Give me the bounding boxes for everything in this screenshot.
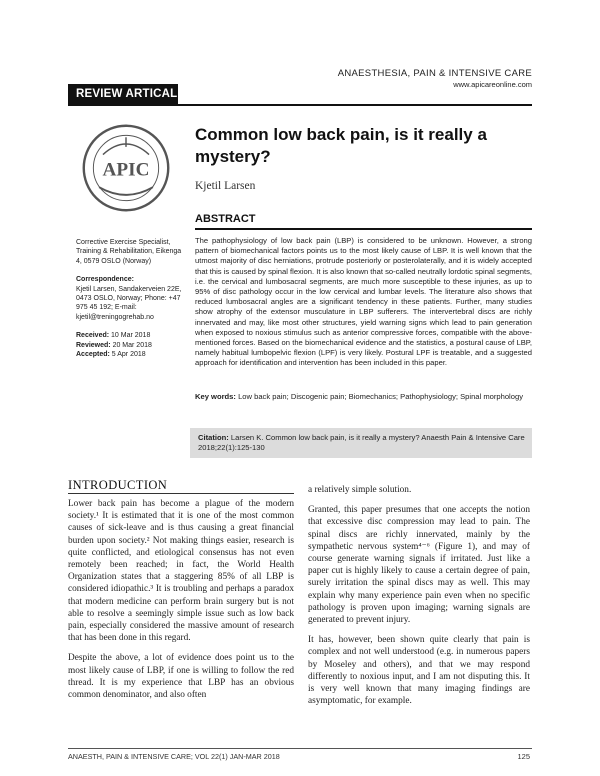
abstract-text: The pathophysiology of low back pain (LBP) is considered to be unknown. However, a strong pattern of biomechanical factors points us to the most likely cause of LBP. It is well known that the utmost majority of disc herniations, protrude posteriorly or posterolaterally, and it is widely accepted that this is caused by spinal flexion. It is also known that so-called neutrally lordotic spinal segments, i.e. the cervical and lumbosacral segments, are much more susceptible to these injuries, as up to 95% of disc pathology occur in the low cervical and lumbar levels. The literature also shows that reduced lumbosacral angles are a significant tendency in these patients. Further, many studies show atrophy of the extensor musculature in LBP sufferers. The intervertebral discs are richly innervated and may, like most other structures, yield warning signs which lead to pain generation when exposed to noxious stimulus such as anterior compressive forces, compatible with the above-mentioned forces. Based on the biomechanical evidence and the statistics, a postural cause of LBP, namely habitual lumbopelvic flexion (LPF) is very likely. Postural LPF is treatable, and a suggested approach for identification and intervention has been included in this paper. bbox=[195, 236, 532, 368]
reviewed-label: Reviewed: bbox=[76, 341, 111, 349]
accepted-label: Accepted: bbox=[76, 351, 110, 359]
received-date: 10 Mar 2018 bbox=[111, 332, 151, 340]
keywords bbox=[195, 392, 532, 402]
introduction-rule bbox=[68, 493, 294, 494]
section-label: REVIEW ARTICAL bbox=[76, 88, 178, 100]
paragraph: Granted, this paper presumes that one accepts the notion that excessive disc compression may lead to pain. The spinal discs are richly innervated, mainly by the sympathetic nervous system⁴⁻⁶ (Figure 1), and may of course generate warning signals if irritated. Just like a paper cut is highly likely to cause a certain degree of pain, surely irritation the spinal discs may as well. This may explain why many experience pain even when no specific pathology is proven upon imaging; warning signals are generated to prevent injury. bbox=[308, 505, 530, 626]
header-rule bbox=[68, 104, 532, 106]
author-info-sidebar bbox=[76, 238, 188, 359]
citation-label: Citation: bbox=[198, 433, 229, 442]
body-column-right bbox=[308, 484, 530, 715]
paragraph: Lower back pain has become a plague of the modern society.¹ It is estimated that it is one of the most common causes of sick-leave and is thus causing a great financial burden upon society.² Not making things easier, research is quite conflicted, and etiological consensus has not even remotely been reached; in fact, the World Health Organization states that a staggering 85% of all LBP is considered idiopathic.³ It is troubling and perhaps a paradox that modern medicine can perform brain surgery but is not able to resolve a seemingly simple issue such as low back pain, especially considered the massive amount of research that has been done in this regard. bbox=[68, 499, 294, 644]
journal-logo-icon bbox=[78, 120, 174, 216]
abstract-rule bbox=[195, 228, 532, 230]
correspondence-label: Correspondence: bbox=[76, 276, 134, 284]
citation-text: Larsen K. Common low back pain, is it really a mystery? Anaesth Pain & Intensive Care 2018;22(1):125-130 bbox=[198, 433, 525, 453]
footer-rule bbox=[68, 748, 532, 749]
introduction-heading: INTRODUCTION bbox=[68, 478, 168, 492]
citation bbox=[198, 433, 526, 454]
affiliation: Corrective Exercise Specialist, Training & Rehabilitation, Eikenga 4, 0579 OSLO (Norway) bbox=[76, 239, 182, 265]
accepted-date: 5 Apr 2018 bbox=[111, 351, 146, 359]
paragraph: Despite the above, a lot of evidence does point us to the most likely cause of LBP, if one is willing to follow the red thread. It is my experience that LBP has an obvious common denominator, and also often bbox=[68, 653, 294, 701]
title-line-2: mystery? bbox=[195, 147, 271, 166]
footer-journal-info: ANAESTH, PAIN & INTENSIVE CARE; VOL 22(1) JAN-MAR 2018 bbox=[68, 752, 280, 761]
title-line-1: Common low back pain, is it really a bbox=[195, 125, 487, 144]
paragraph: a relatively simple solution. bbox=[308, 485, 412, 495]
correspondence-details: Kjetil Larsen, Sandakerveien 22E, 0473 OSLO, Norway; Phone: +47 975 45 192; E-mail: kjetil@treningogrehab.no bbox=[76, 285, 182, 321]
reviewed-date: 20 Mar 2018 bbox=[112, 341, 152, 349]
journal-name: ANAESTHESIA, PAIN & INTENSIVE CARE bbox=[337, 68, 532, 79]
journal-website[interactable]: www.apicareonline.com bbox=[453, 80, 532, 89]
received-label: Received: bbox=[76, 332, 110, 340]
body-column-left bbox=[68, 498, 294, 709]
logo-letters: APIC bbox=[102, 159, 150, 181]
paragraph: It has, however, been shown quite clearly that pain is complex and not well understood (e.g. in numerous papers by Moseley and others), and that we may respond differently to noxious input, and I am not disputing this. It is very well known that many imaging findings are asymptomatic, for example. bbox=[308, 635, 530, 707]
keywords-label: Key words: bbox=[195, 392, 236, 401]
article-title bbox=[195, 124, 515, 168]
keywords-list: Low back pain; Discogenic pain; Biomechanics; Pathophysiology; Spinal morphology bbox=[238, 392, 523, 401]
author-name: Kjetil Larsen bbox=[195, 180, 256, 192]
page-number: 125 bbox=[517, 752, 530, 761]
abstract-heading: ABSTRACT bbox=[195, 213, 256, 225]
